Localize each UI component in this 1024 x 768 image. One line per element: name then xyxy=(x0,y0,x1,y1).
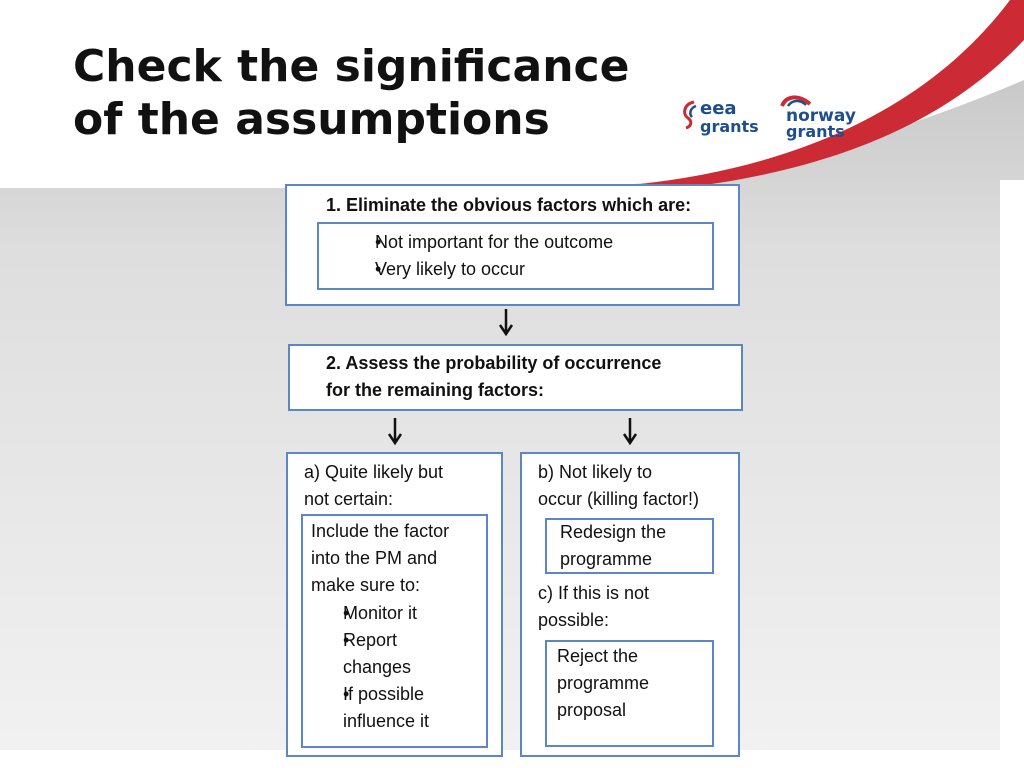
eea-logo-word-1: eea xyxy=(700,98,737,119)
list-item xyxy=(340,229,700,256)
step2-line-1: 2. Assess the probability of occurrence xyxy=(326,353,662,373)
page-title xyxy=(73,40,673,146)
norway-logo-word-2: grants xyxy=(786,122,845,141)
arrow-down-icon xyxy=(498,309,514,337)
branch-a-bullet-3-line-2: influence it xyxy=(343,711,430,731)
branch-b-action-text xyxy=(560,519,666,573)
list-item xyxy=(340,256,700,283)
arrow-down-icon xyxy=(387,418,403,446)
norway-grants-logo xyxy=(778,94,863,146)
eea-logo-word-2: grants xyxy=(700,117,759,136)
branch-a-action-line-3: make sure to: xyxy=(311,575,421,595)
step1-bullet-2: Very likely to occur xyxy=(375,259,526,279)
branch-c-line-2: possible: xyxy=(538,610,610,630)
branch-b-heading xyxy=(538,459,699,513)
step2-text xyxy=(326,350,661,404)
branch-c-action-text xyxy=(557,643,649,724)
branch-a-bullet-list xyxy=(311,600,481,735)
branch-b-line-2: occur (killing factor!) xyxy=(538,489,700,509)
step2-line-2: for the remaining factors: xyxy=(326,380,545,400)
branch-a-line-1: a) Quite likely but xyxy=(304,462,444,482)
step1-bullet-list xyxy=(340,229,700,283)
step1-heading: 1. Eliminate the obvious factors which are: xyxy=(326,195,692,215)
eea-grants-logo-icon xyxy=(680,100,700,130)
step1-bullet-1: Not important for the outcome xyxy=(375,232,614,252)
arrow-down-icon xyxy=(622,418,638,446)
list-item xyxy=(311,627,481,681)
branch-a-heading xyxy=(304,459,443,513)
eea-grants-logo xyxy=(680,94,765,146)
title-line-2: of the assumptions xyxy=(73,94,550,145)
branch-a-bullet-1: • Monitor it xyxy=(343,603,418,623)
branch-c-line-1: c) If this is not xyxy=(538,583,650,603)
branch-a-bullet-2-line-2: changes xyxy=(343,657,412,677)
title-line-1: Check the significance xyxy=(73,41,630,92)
branch-a-bullet-3-line-1: • If possible xyxy=(343,684,425,704)
branch-a-line-2: not certain: xyxy=(304,489,394,509)
branch-b-line-1: b) Not likely to xyxy=(538,462,653,482)
norway-logo-word-1: norway xyxy=(786,106,856,126)
branch-c-action-line-3: proposal xyxy=(557,700,627,720)
branch-a-action-line-2: into the PM and xyxy=(311,548,438,568)
branch-c-action-line-1: Reject the xyxy=(557,646,639,666)
branch-b-action-line-1: Redesign the xyxy=(560,522,667,542)
branch-b-action-line-2: programme xyxy=(560,549,653,569)
list-item xyxy=(311,600,481,627)
branch-c-heading xyxy=(538,580,649,634)
branch-a-bullet-2-line-1: • Report xyxy=(343,630,398,650)
list-item xyxy=(311,681,481,735)
branch-a-action-line-1: Include the factor xyxy=(311,521,450,541)
branch-a-action-text xyxy=(311,518,449,599)
branch-c-action-line-2: programme xyxy=(557,673,650,693)
